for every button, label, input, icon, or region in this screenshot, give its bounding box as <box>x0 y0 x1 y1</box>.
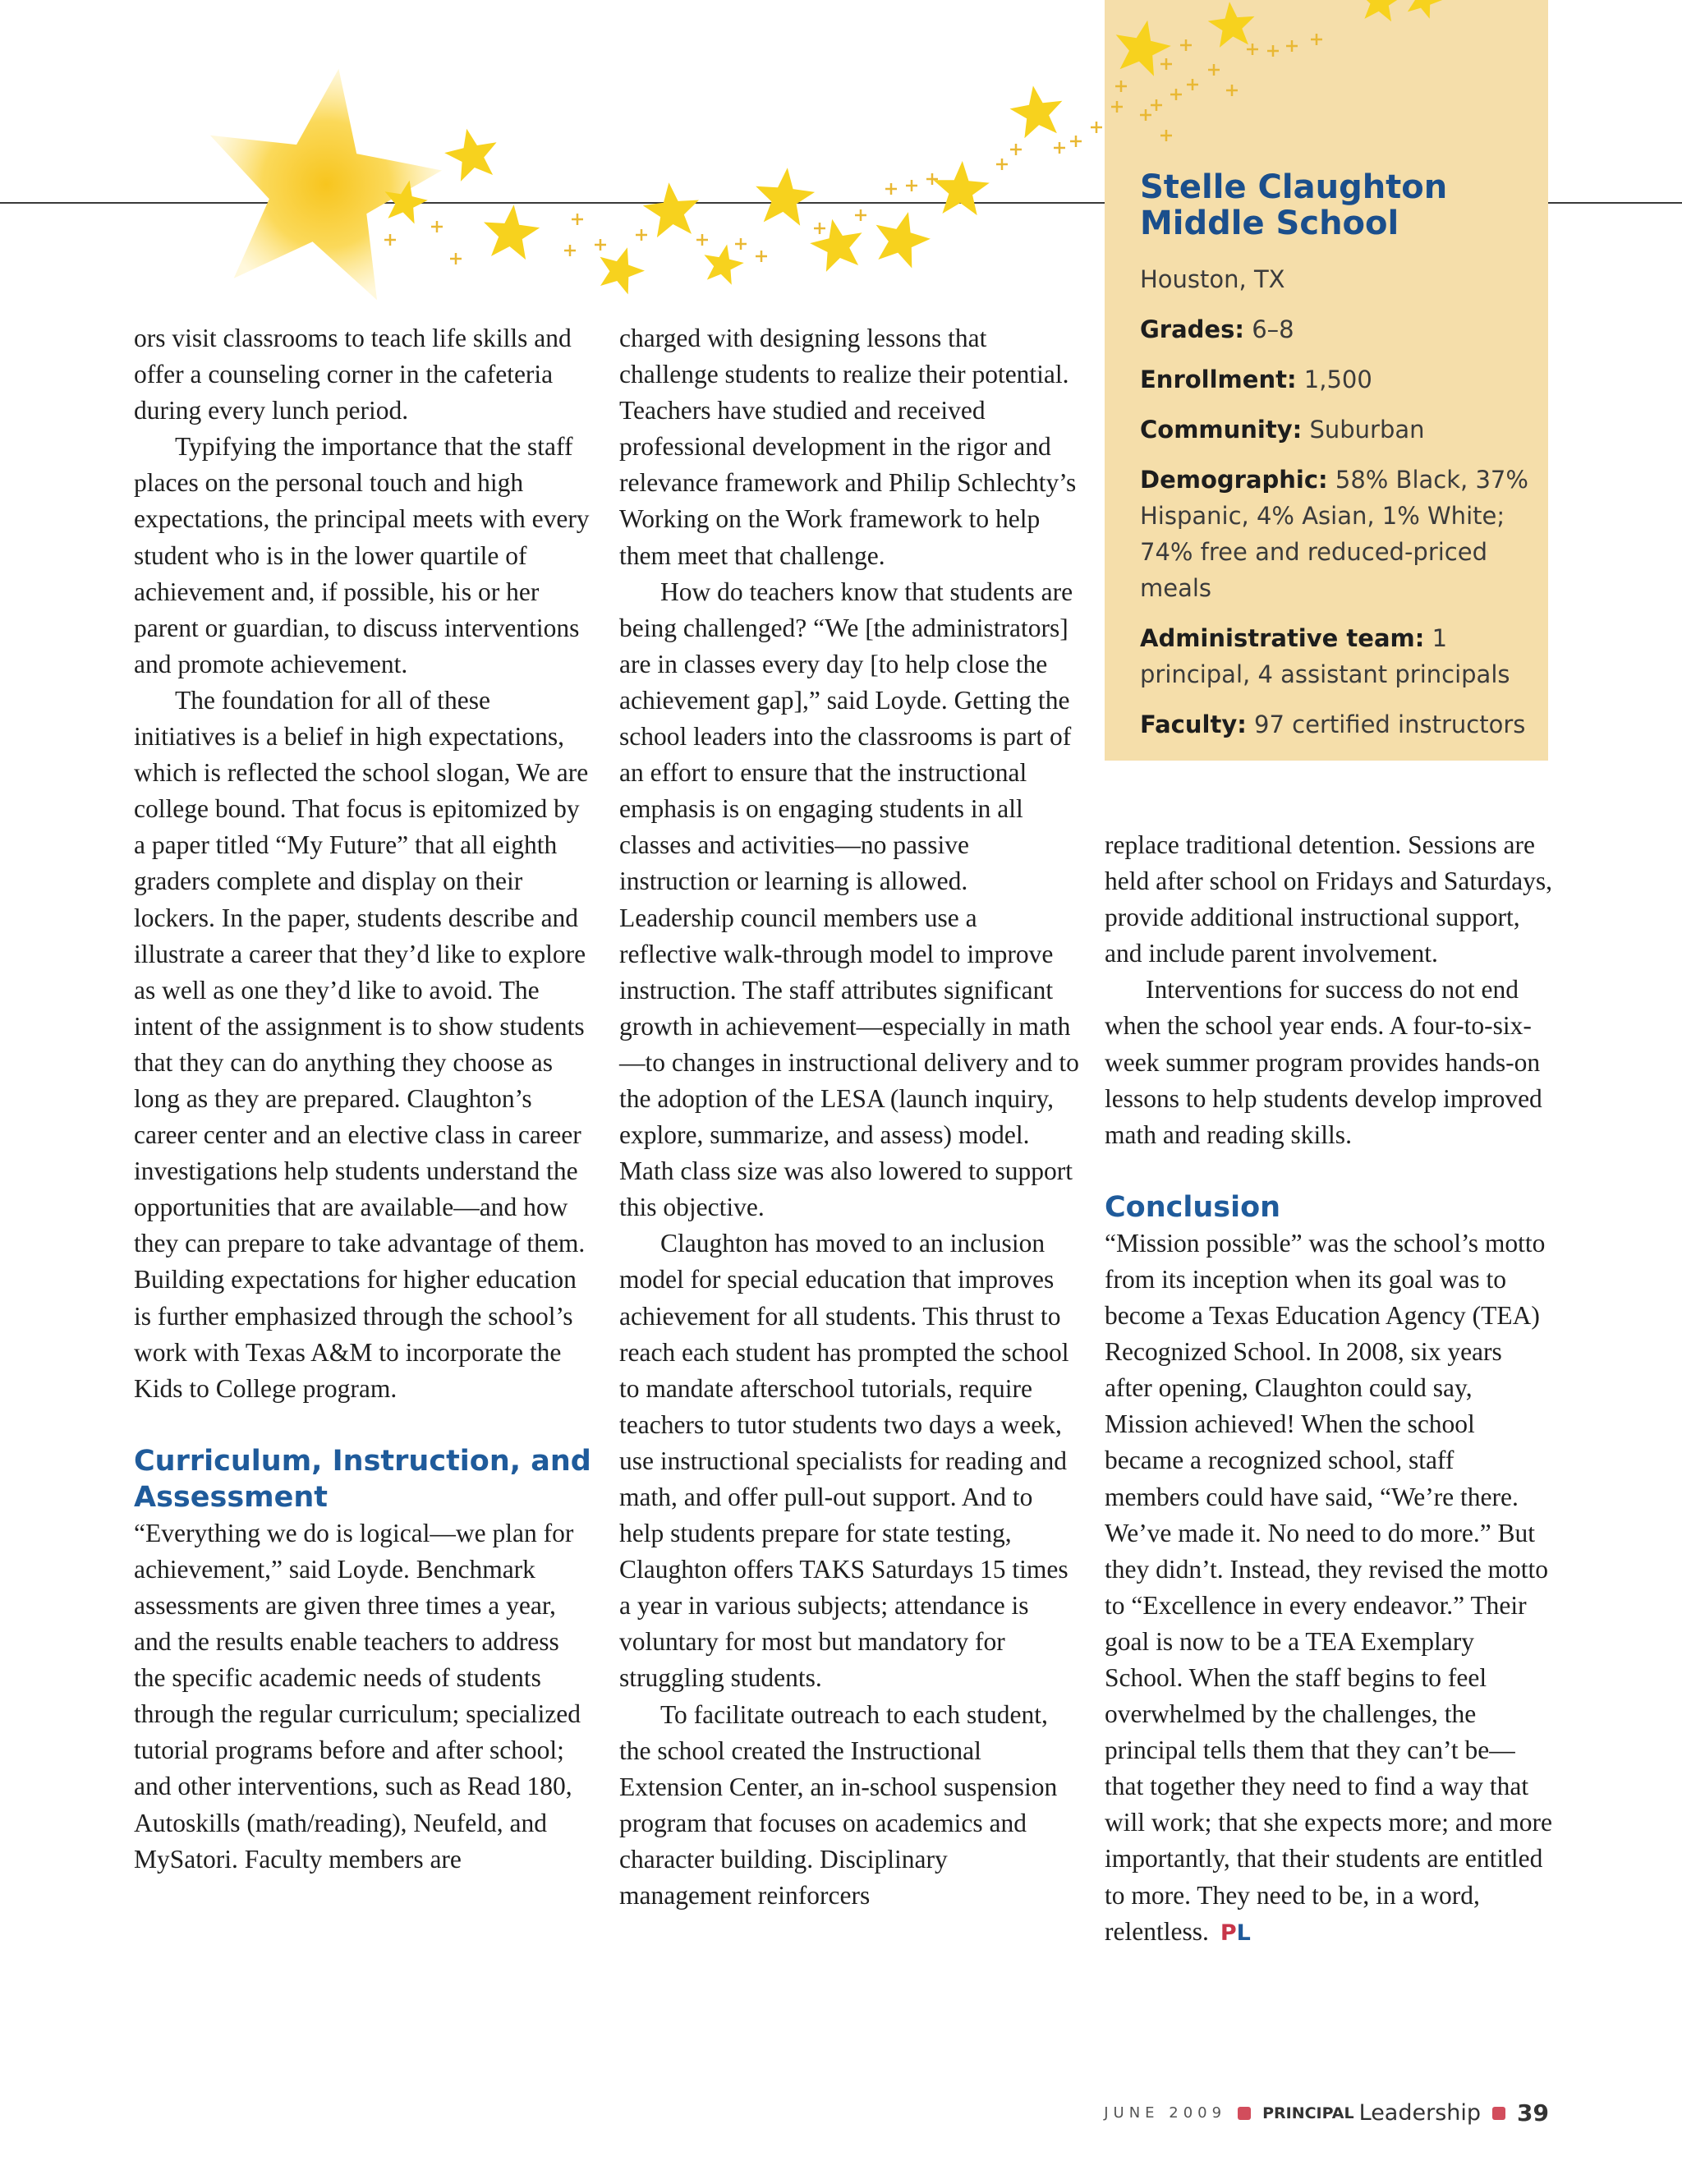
fact-faculty <box>1140 706 1542 743</box>
fact-value: 97 certified instructors <box>1254 710 1526 738</box>
star-icon <box>600 247 646 294</box>
sparkle-icon <box>1111 101 1123 113</box>
star-icon <box>643 182 699 237</box>
sparkle-icon <box>1010 144 1022 155</box>
sparkle-icon <box>431 221 443 232</box>
fact-grades <box>1140 311 1542 347</box>
fact-label: Enrollment: <box>1140 366 1297 393</box>
sparkle-icon <box>1311 34 1322 45</box>
star-icon <box>1208 2 1255 48</box>
fact-community <box>1140 412 1542 448</box>
sparkle-icon <box>906 180 917 191</box>
paragraph <box>1105 1225 1552 1952</box>
issue-date: JUNE 2009 <box>1104 2104 1227 2122</box>
sparkle-icon <box>1226 85 1238 96</box>
star-icon <box>444 129 496 182</box>
sparkle-icon <box>636 229 647 241</box>
sparkle-icon <box>1180 39 1192 51</box>
sidebar-location: Houston, TX <box>1140 265 1285 293</box>
fact-value: 1 principal, 4 assistant principals <box>1140 624 1510 688</box>
star-icon <box>704 245 743 285</box>
fact-demographic <box>1140 462 1542 606</box>
fact-value: 1,500 <box>1303 366 1372 393</box>
sparkle-icon <box>1151 99 1162 111</box>
paragraph: “Everything we do is logical—we plan for achievement,” said Loyde. Benchmark assessments are given three times a year, and the results enable teachers to address the specific academic needs of students through the regular curriculum; specialized tutorial programs before and after school; and other interventions, such as Read 180, Autoskills (math/reading), Neufeld, and MySatori. Faculty members are <box>134 1518 581 1874</box>
sparkle-icon <box>814 223 825 234</box>
sidebar-title: Stelle Claughton Middle School <box>1140 168 1448 242</box>
heading-conclusion: Conclusion <box>1105 1190 1281 1224</box>
paragraph: The foundation for all of these initiatives is a belief in high expectations, which is reflected the school slogan, We are college bound. That focus is epitomized by a paper titled “My Future” that all eighth graders complete and display on their lockers. In the paper, students describe and illustrate a career that they’d like to explore as well as one they’d like to avoid. The intent of the assignment is to show students that they can do anything they choose as long as they are prepared. Claughton’s career center and an elective class in career investigations help students understand the opportunities that are available—and how they can prepare to take advantage of them. Building expectations for higher education is further emphasized through the school’s work with Texas A&M to incorporate the Kids to College program. <box>134 685 589 1403</box>
sparkle-icon <box>885 183 897 195</box>
footer-square-icon <box>1492 2107 1505 2120</box>
fact-label: Administrative team: <box>1140 624 1425 652</box>
fact-label: Faculty: <box>1140 710 1247 738</box>
magazine-name-leadership: Leadership <box>1358 2100 1482 2126</box>
pl-p-letter: P <box>1220 1920 1237 1946</box>
page-footer <box>1104 2099 1549 2127</box>
paragraph: To facilitate outreach to each student, the school created the Instructional Extension Center, an in-school suspension program that focuses on academics and character building. Disciplinary management reinforcers <box>619 1699 1058 1910</box>
sparkle-icon <box>572 214 583 225</box>
sparkle-icon <box>1115 80 1127 92</box>
article-column-3 <box>1105 827 1552 1952</box>
sparkle-icon <box>696 234 708 246</box>
sparkle-icon <box>1208 64 1220 76</box>
sparkle-icon <box>1247 44 1258 55</box>
magazine-name-principal: PRINCIPAL <box>1262 2104 1354 2122</box>
fact-value: 58% Black, 37% Hispanic, 4% Asian, 1% White; 74% free and reduced-priced meals <box>1140 466 1528 602</box>
star-icon <box>933 161 989 215</box>
star-icon <box>810 219 862 272</box>
sparkle-icon <box>384 234 396 246</box>
sparkle-icon <box>1054 142 1065 154</box>
sidebar-facts <box>1140 261 1542 756</box>
paragraph: ors visit classrooms to teach life skills and offer a counseling corner in the cafeteria during every lunch period. <box>134 324 572 425</box>
sparkle-icon <box>1091 122 1102 133</box>
sparkle-icon <box>450 253 462 264</box>
page-number: 39 <box>1517 2099 1549 2127</box>
sparkle-icon <box>1160 58 1172 70</box>
sparkle-icon <box>1267 45 1279 57</box>
paragraph: Interventions for success do not end when the school year ends. A four-to-six-week summer program provides hands-on lessons to help students develop improved math and reading skills. <box>1105 975 1542 1149</box>
star-icon <box>1407 0 1443 19</box>
sparkle-icon <box>735 238 747 250</box>
article-column-1 <box>134 320 594 1878</box>
fact-value: 6–8 <box>1252 315 1294 343</box>
pl-l-letter: L <box>1236 1920 1251 1946</box>
sparkle-icon <box>595 239 606 251</box>
sparkle-icon <box>855 209 866 221</box>
conclusion-text: “Mission possible” was the school’s motto from its inception when its goal was to become a Texas Education Agency (TEA) Recognized School. In 2008, six years after opening, Claughton could say, Mission achieved! When the school became a recognized school, staff members could have said, “We’re there. We’ve made it. No need to do more.” But they didn’t. Instead, they revised the motto to “Excellence in every endeavor.” Their goal is now to be a TEA Exemplary School. When the staff begins to feel overwhelmed by the challenges, the principal tells them that they can’t be—that together they need to find a way that will work; that she expects more; and more importantly, that their students are entitled to more. They need to be, in a word, relentless. <box>1105 1228 1552 1946</box>
paragraph: Claughton has moved to an inclusion model for special education that improves achievement for all students. This thrust to reach each student has prompted the school to mandate afterschool tutorials, require teachers to tutor students two days a week, use instructional specialists for reading and math, and offer pull-out support. And to help students prepare for state testing, Claughton offers TAKS Saturdays 15 times a year in various subjects; attendance is voluntary for most but mandatory for struggling students. <box>619 1229 1069 1693</box>
fact-label: Grades: <box>1140 315 1244 343</box>
paragraph: Typifying the importance that the staff places on the personal touch and high expectations, the principal meets with every student who is in the lower quartile of achievement and, if possible, his or her parent or guardian, to discuss interventions and promote achievement. <box>134 432 590 678</box>
star-icon <box>1358 0 1402 21</box>
fact-administrative-team <box>1140 620 1542 692</box>
sparkle-icon <box>926 173 938 185</box>
star-icon <box>1116 21 1171 76</box>
sparkle-icon <box>756 251 767 262</box>
fact-value: Suburban <box>1309 416 1425 444</box>
sparkle-icon <box>1160 130 1172 141</box>
sparkle-icon <box>996 159 1008 170</box>
paragraph: replace traditional detention. Sessions are held after school on Fridays and Saturdays, provide additional instructional support, and include parent involvement. <box>1105 830 1553 968</box>
sparkle-icon <box>1070 136 1082 147</box>
fact-enrollment <box>1140 361 1542 398</box>
sparkle-icon <box>1286 40 1298 52</box>
sparkle-icon <box>564 245 576 256</box>
star-icon <box>1010 85 1063 138</box>
star-icon <box>484 205 540 260</box>
paragraph: How do teachers know that students are being challenged? “We [the administrators] are in classes every day [to help close the achievement gap],” said Loyde. Getting the school leaders into the classrooms is part of an effort to ensure that the instructional emphasis is on engaging students in all classes and activities—no passive instruction or learning is allowed. Leadership council members use a reflective walk-through model to improve instruction. The staff attributes significant growth in achievement—especially in math—to changes in instructional delivery and to the adoption of the LESA (launch inquiry, explore, summarize, and assess) model. Math class size was also lowered to support this objective. <box>619 577 1079 1222</box>
sparkle-icon <box>1140 109 1151 121</box>
heading-curriculum: Curriculum, Instruction, and Assessment <box>134 1444 591 1514</box>
star-icon <box>876 212 931 268</box>
sparkle-icon <box>1170 89 1182 100</box>
fact-label: Community: <box>1140 416 1303 444</box>
star-icon <box>756 168 815 226</box>
sparkle-icon <box>1187 79 1198 90</box>
article-column-2 <box>619 320 1079 1914</box>
footer-square-icon <box>1238 2107 1251 2120</box>
fact-label: Demographic: <box>1140 466 1328 494</box>
pl-end-mark <box>1220 1920 1251 1946</box>
paragraph: charged with designing lessons that challenge students to realize their potential. Teachers have studied and received professional development in the rigor and relevance framework and Philip Schlechty’s Working on the Work framework to help them meet that challenge. <box>619 324 1077 570</box>
